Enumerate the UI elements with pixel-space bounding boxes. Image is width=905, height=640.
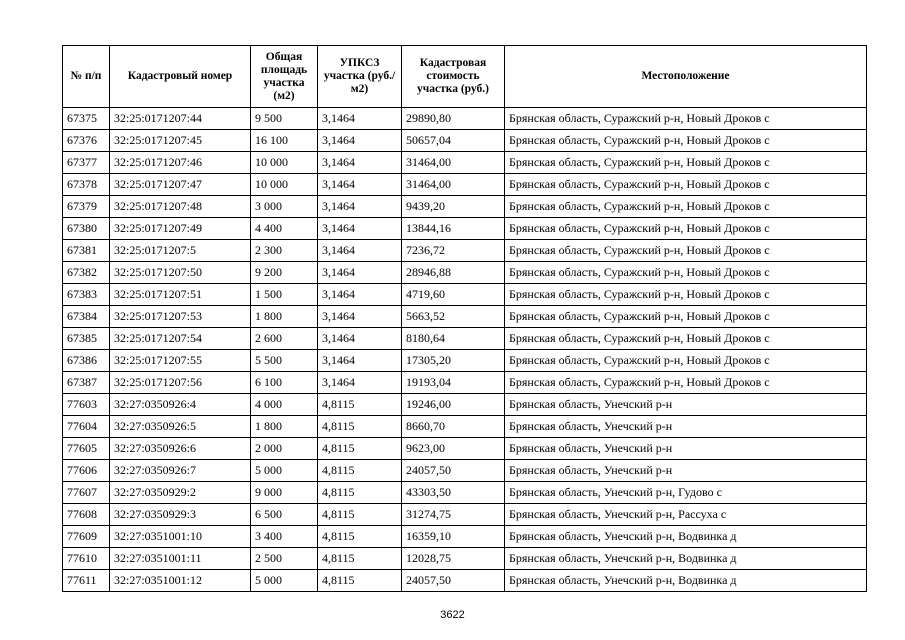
cell-location: Брянская область, Суражский р-н, Новый Дроков с [505,218,867,240]
cell-cadastral-number: 32:25:0171207:44 [110,108,251,130]
table-row [63,328,867,350]
cell-location: Брянская область, Суражский р-н, Новый Дроков с [505,174,867,196]
cell-location: Брянская область, Унечский р-н [505,438,867,460]
cell-location: Брянская область, Суражский р-н, Новый Дроков с [505,284,867,306]
cell-upksz: 4,8115 [318,416,402,438]
cell-index: 67381 [63,240,110,262]
cell-index: 77610 [63,548,110,570]
cell-cadastral-value: 7236,72 [402,240,505,262]
cell-index: 77603 [63,394,110,416]
cell-upksz: 4,8115 [318,460,402,482]
cell-area: 2 000 [251,438,318,460]
cell-cadastral-number: 32:27:0351001:11 [110,548,251,570]
cell-upksz: 3,1464 [318,306,402,328]
cell-cadastral-value: 9439,20 [402,196,505,218]
cell-index: 77608 [63,504,110,526]
cell-cadastral-number: 32:27:0350926:6 [110,438,251,460]
table-row [63,306,867,328]
cell-cadastral-value: 50657,04 [402,130,505,152]
cell-cadastral-value: 28946,88 [402,262,505,284]
cell-location: Брянская область, Унечский р-н, Водвинка д [505,548,867,570]
cell-cadastral-value: 8180,64 [402,328,505,350]
cell-index: 67385 [63,328,110,350]
cell-location: Брянская область, Суражский р-н, Новый Дроков с [505,306,867,328]
table-row [63,108,867,130]
cell-area: 2 300 [251,240,318,262]
table-row [63,460,867,482]
cell-location: Брянская область, Унечский р-н [505,394,867,416]
cell-location: Брянская область, Унечский р-н, Водвинка д [505,526,867,548]
table-row [63,570,867,592]
page-number: 3622 [440,609,465,621]
cell-upksz: 3,1464 [318,284,402,306]
header-area: Общая площадь участка (м2) [251,46,318,108]
table-body [63,108,867,592]
cell-upksz: 4,8115 [318,438,402,460]
cell-location: Брянская область, Суражский р-н, Новый Дроков с [505,108,867,130]
cell-cadastral-value: 19246,00 [402,394,505,416]
cell-area: 2 500 [251,548,318,570]
cell-cadastral-value: 16359,10 [402,526,505,548]
table-row [63,174,867,196]
table-row [63,394,867,416]
cell-cadastral-number: 32:25:0171207:48 [110,196,251,218]
cell-location: Брянская область, Суражский р-н, Новый Дроков с [505,372,867,394]
cell-cadastral-number: 32:27:0350926:5 [110,416,251,438]
cell-cadastral-number: 32:27:0351001:10 [110,526,251,548]
cell-cadastral-number: 32:25:0171207:51 [110,284,251,306]
cell-area: 9 500 [251,108,318,130]
table-row [63,482,867,504]
cadastral-table [62,45,867,592]
cell-location: Брянская область, Суражский р-н, Новый Дроков с [505,152,867,174]
cell-index: 67377 [63,152,110,174]
cell-upksz: 3,1464 [318,218,402,240]
cell-index: 77604 [63,416,110,438]
cell-cadastral-number: 32:25:0171207:45 [110,130,251,152]
cell-index: 77606 [63,460,110,482]
cell-cadastral-value: 31464,00 [402,174,505,196]
cell-area: 10 000 [251,174,318,196]
cell-index: 67386 [63,350,110,372]
cell-area: 5 000 [251,460,318,482]
cell-location: Брянская область, Суражский р-н, Новый Дроков с [505,196,867,218]
table-row [63,240,867,262]
cell-cadastral-value: 8660,70 [402,416,505,438]
table-row [63,416,867,438]
table-row [63,372,867,394]
cell-upksz: 3,1464 [318,328,402,350]
cell-area: 9 200 [251,262,318,284]
cell-area: 2 600 [251,328,318,350]
cell-area: 9 000 [251,482,318,504]
table-row [63,218,867,240]
cell-area: 10 000 [251,152,318,174]
table-header-row [63,46,867,108]
cell-area: 4 000 [251,394,318,416]
cell-cadastral-number: 32:25:0171207:49 [110,218,251,240]
cell-upksz: 3,1464 [318,350,402,372]
cell-cadastral-value: 9623,00 [402,438,505,460]
cell-cadastral-value: 43303,50 [402,482,505,504]
table-row [63,548,867,570]
cell-cadastral-value: 31274,75 [402,504,505,526]
cell-location: Брянская область, Унечский р-н, Гудово с [505,482,867,504]
table-row [63,284,867,306]
table-row [63,504,867,526]
cell-upksz: 4,8115 [318,482,402,504]
cell-index: 77607 [63,482,110,504]
table-row [63,152,867,174]
cell-index: 67379 [63,196,110,218]
cell-upksz: 3,1464 [318,152,402,174]
cell-cadastral-number: 32:25:0171207:53 [110,306,251,328]
cell-index: 67384 [63,306,110,328]
cell-upksz: 3,1464 [318,372,402,394]
cell-index: 77609 [63,526,110,548]
cell-index: 67383 [63,284,110,306]
cell-index: 67376 [63,130,110,152]
cell-cadastral-value: 17305,20 [402,350,505,372]
cell-cadastral-number: 32:25:0171207:46 [110,152,251,174]
header-location: Местоположение [505,46,867,108]
cell-cadastral-value: 19193,04 [402,372,505,394]
cell-index: 67382 [63,262,110,284]
cell-upksz: 4,8115 [318,504,402,526]
cell-area: 1 800 [251,416,318,438]
cell-location: Брянская область, Суражский р-н, Новый Дроков с [505,130,867,152]
cell-index: 67378 [63,174,110,196]
cell-cadastral-number: 32:25:0171207:50 [110,262,251,284]
cell-location: Брянская область, Суражский р-н, Новый Дроков с [505,240,867,262]
cell-cadastral-number: 32:27:0350926:7 [110,460,251,482]
cell-cadastral-number: 32:25:0171207:55 [110,350,251,372]
cell-cadastral-value: 29890,80 [402,108,505,130]
cell-upksz: 3,1464 [318,196,402,218]
cell-location: Брянская область, Унечский р-н, Водвинка д [505,570,867,592]
cell-cadastral-value: 31464,00 [402,152,505,174]
table-row [63,350,867,372]
cell-index: 67387 [63,372,110,394]
cell-cadastral-number: 32:27:0350926:4 [110,394,251,416]
cell-upksz: 4,8115 [318,548,402,570]
cell-upksz: 3,1464 [318,130,402,152]
cell-area: 3 400 [251,526,318,548]
cell-area: 6 500 [251,504,318,526]
cell-cadastral-number: 32:25:0171207:54 [110,328,251,350]
cell-area: 4 400 [251,218,318,240]
table-row [63,130,867,152]
cell-area: 6 100 [251,372,318,394]
cell-location: Брянская область, Суражский р-н, Новый Дроков с [505,350,867,372]
cell-area: 16 100 [251,130,318,152]
header-cadastral-number: Кадастровый номер [110,46,251,108]
cell-location: Брянская область, Суражский р-н, Новый Дроков с [505,328,867,350]
cell-cadastral-value: 4719,60 [402,284,505,306]
cell-index: 77605 [63,438,110,460]
cell-location: Брянская область, Суражский р-н, Новый Дроков с [505,262,867,284]
cell-area: 3 000 [251,196,318,218]
cell-location: Брянская область, Унечский р-н [505,460,867,482]
cell-cadastral-number: 32:27:0351001:12 [110,570,251,592]
cell-upksz: 3,1464 [318,262,402,284]
cell-upksz: 3,1464 [318,240,402,262]
cell-cadastral-number: 32:27:0350929:2 [110,482,251,504]
cell-cadastral-value: 13844,16 [402,218,505,240]
cell-upksz: 3,1464 [318,108,402,130]
cell-cadastral-number: 32:27:0350929:3 [110,504,251,526]
cell-cadastral-value: 12028,75 [402,548,505,570]
cell-location: Брянская область, Унечский р-н [505,416,867,438]
cell-upksz: 4,8115 [318,394,402,416]
cell-cadastral-value: 24057,50 [402,570,505,592]
cell-upksz: 4,8115 [318,526,402,548]
header-index: № п/п [63,46,110,108]
cell-index: 67375 [63,108,110,130]
table-row [63,196,867,218]
table-row [63,438,867,460]
cell-cadastral-number: 32:25:0171207:56 [110,372,251,394]
cell-cadastral-number: 32:25:0171207:47 [110,174,251,196]
table-row [63,262,867,284]
header-upksz: УПКСЗ участка (руб./м2) [318,46,402,108]
cell-area: 5 000 [251,570,318,592]
table-row [63,526,867,548]
cell-area: 1 500 [251,284,318,306]
cell-cadastral-value: 5663,52 [402,306,505,328]
cell-upksz: 3,1464 [318,174,402,196]
cell-cadastral-number: 32:25:0171207:5 [110,240,251,262]
cell-area: 5 500 [251,350,318,372]
header-cadastral-value: Кадастровая стоимость участка (руб.) [402,46,505,108]
cell-index: 77611 [63,570,110,592]
cell-index: 67380 [63,218,110,240]
cell-location: Брянская область, Унечский р-н, Рассуха с [505,504,867,526]
cell-cadastral-value: 24057,50 [402,460,505,482]
cell-upksz: 4,8115 [318,570,402,592]
cell-area: 1 800 [251,306,318,328]
